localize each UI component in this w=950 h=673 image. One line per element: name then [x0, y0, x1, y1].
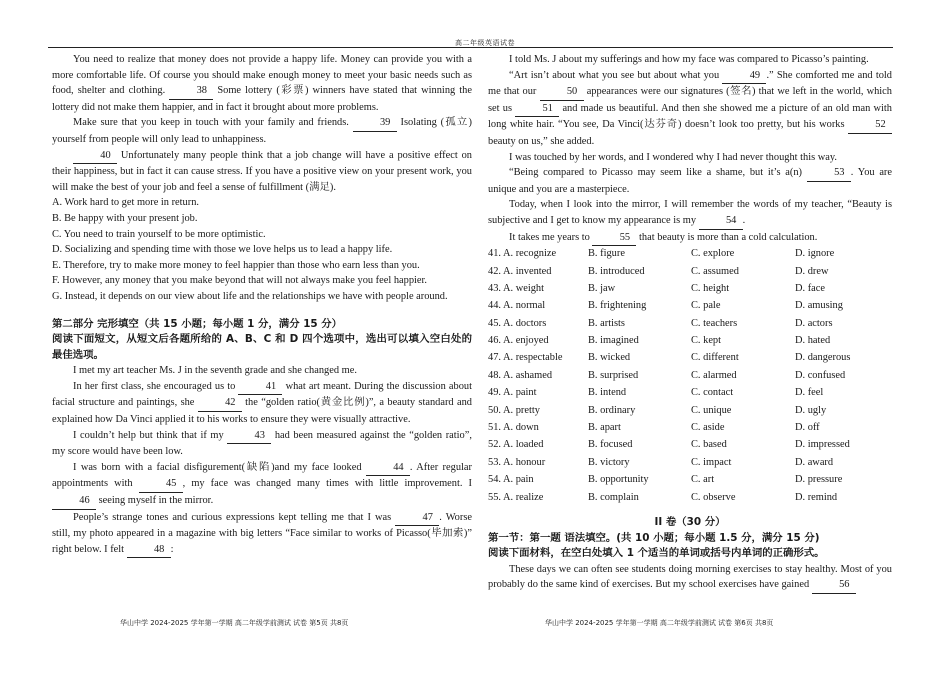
paragraph-text: that beauty is more than a cold calculation.: [639, 231, 818, 243]
choice-option-a: 41. A. recognize: [488, 248, 557, 260]
choice-row: [488, 455, 892, 472]
blank-52: 52: [848, 117, 892, 134]
choice-row: [488, 368, 892, 385]
choice-option-c: C. pale: [691, 300, 721, 312]
cloze-paragraph-9: [488, 165, 892, 197]
paragraph-text: seeing myself in the mirror.: [98, 495, 214, 507]
section-title-grammar: 第一节：第一题 语法填空。(共 10 小题；每小题 1.5 分，满分 15 分): [488, 531, 820, 544]
section-title-cloze: 第二部分 完形填空（共 15 小题；每小题 1 分，满分 15 分）: [52, 317, 343, 330]
choice-option-b: B. complain: [588, 491, 639, 503]
choice-option-b: B. wicked: [588, 352, 631, 364]
blank-50: 50: [540, 84, 584, 101]
choice-option-a: 50. A. pretty: [488, 404, 540, 416]
choice-option-d: D. ignore: [795, 248, 835, 260]
choice-option-c: C. based: [691, 439, 727, 451]
paragraph-text: In her first class, she encouraged us to: [73, 380, 236, 392]
choice-row: [488, 264, 892, 281]
paragraph-text: You need to realize that money does not provide a happy life. Money can provide you with a more comfortable life. Of course you should make enough money to meet your basic needs such as food, shelter and clothing.: [52, 54, 472, 97]
blank-54: 54: [699, 213, 743, 230]
choice-option-d: D. face: [795, 282, 825, 294]
page-footer-left: 华山中学 2024-2025 学年第一学期 高二年级学前测试 试卷 第5页 共8页: [120, 619, 349, 627]
choice-row: [488, 385, 892, 402]
part2-title: II 卷（30 分）: [654, 515, 726, 528]
choice-option-c: C. contact: [691, 387, 734, 399]
choice-row: [488, 437, 892, 454]
section-instructions-grammar: 阅读下面材料，在空白处填入 1 个适当的单词或括号内单词的正确形式。: [488, 547, 825, 560]
cloze-paragraph-6: I told Ms. J about my sufferings and how my face was compared to Picasso’s painting.: [509, 54, 869, 65]
choice-option-d: D. off: [795, 422, 820, 434]
choice-option-c: C. aside: [691, 422, 725, 434]
choice-option-a: 45. A. doctors: [488, 317, 547, 329]
choice-option-c: C. different: [691, 352, 739, 364]
choice-option-a: 42. A. invented: [488, 265, 552, 277]
blank-48: 48: [127, 542, 171, 559]
choice-option-a: 54. A. pain: [488, 474, 534, 486]
option-b: B. Be happy with your present job.: [52, 212, 198, 224]
choice-option-c: C. alarmed: [691, 369, 737, 381]
cloze-paragraph-2: [52, 379, 472, 428]
page-footer-right: 华山中学 2024-2025 学年第一学期 高二年级学前测试 试卷 第6页 共8页: [545, 619, 774, 627]
choice-option-a: 44. A. normal: [488, 300, 546, 312]
blank-40: 40: [73, 148, 117, 165]
choice-row: [488, 316, 892, 333]
blank-46: 46: [52, 493, 96, 510]
cloze-paragraph-5: [52, 510, 472, 559]
choice-option-b: B. victory: [588, 456, 630, 468]
blank-44: 44: [366, 460, 410, 477]
paragraph-text: “Being compared to Picasso may seem like a shame, but it’s a(n): [509, 167, 803, 179]
choice-row: [488, 490, 892, 507]
paragraph-text: These days we can often see students doing morning exercises to stay healthy. Most of you probably do the same kind of exercises. But my school exercises have gained: [488, 563, 892, 591]
option-g: G. Instead, it depends on our view about life and the relationships we have with people around.: [52, 290, 448, 302]
choice-option-d: D. drew: [795, 265, 829, 277]
blank-51: 51: [515, 101, 559, 118]
blank-49: 49: [722, 68, 766, 85]
choice-option-c: C. unique: [691, 404, 732, 416]
cloze-paragraph-8: I was touched by her words, and I wondered why I had never thought this way.: [509, 151, 837, 163]
choice-option-b: B. focused: [588, 439, 633, 451]
paragraph-text: People’s strange tones and curious expressions kept telling me that I was: [73, 511, 392, 523]
choice-option-d: D. remind: [795, 491, 838, 503]
choice-option-b: B. apart: [588, 422, 621, 434]
choice-option-d: D. impressed: [795, 439, 850, 451]
paragraph-text: It takes me years to: [509, 231, 590, 243]
choice-option-c: C. teachers: [691, 317, 738, 329]
choice-row: [488, 333, 892, 350]
choice-option-b: B. ordinary: [588, 404, 636, 416]
blank-43: 43: [227, 428, 271, 445]
header-rule: [48, 47, 893, 48]
choice-option-b: B. opportunity: [588, 474, 649, 486]
paragraph-family: [52, 115, 472, 147]
choice-option-b: B. artists: [588, 317, 625, 329]
page-header: 高二年级英语试卷: [455, 39, 515, 47]
option-c: C. You need to train yourself to be more optimistic.: [52, 228, 266, 240]
paragraph-text: appearances were our signatures (签名) that we left in the world, which set us: [488, 86, 892, 114]
blank-42: 42: [198, 395, 242, 412]
blank-39: 39: [353, 115, 397, 132]
paragraph-text: .” She comforted me and told me that our: [488, 69, 892, 98]
left-column: [52, 52, 472, 558]
choice-option-b: B. surprised: [588, 369, 639, 381]
paragraph-text: .: [742, 214, 746, 226]
paragraph-text: , my face was changed many times with little improvement. I: [182, 478, 472, 490]
choice-option-d: D. feel: [795, 387, 824, 399]
choice-option-a: 47. A. respectable: [488, 352, 563, 364]
choice-option-a: 43. A. weight: [488, 282, 544, 294]
paragraph-text: the “golden ratio(黄金比例)”, a beauty standard and explained how Da Vinci applied it to his works to ensure they were visually attractive.: [52, 397, 472, 426]
choice-row: [488, 281, 892, 298]
cloze-paragraph-4: [52, 460, 472, 510]
choice-row: [488, 420, 892, 437]
choice-option-a: 51. A. down: [488, 422, 539, 434]
paragraph-money: [52, 52, 472, 115]
paragraph-text: Isolating (孤立) yourself from people will only lead to unhappiness.: [52, 117, 472, 145]
blank-45: 45: [139, 476, 183, 493]
choice-option-c: C. observe: [691, 491, 736, 503]
option-a: A. Work hard to get more in return.: [52, 197, 200, 209]
paragraph-text: what art meant. During the discussion about facial structure and paintings, she: [52, 380, 472, 409]
paragraph-text: had been measured against the “golden ratio”, my score would have been low.: [52, 429, 472, 458]
paragraph-text: Unfortunately many people think that a job change will have a positive effect on their happiness, but in fact it can cause stress. If you have a positive view on your present work, you will make the best of your job and feel a sense of fulfillment (满足).: [52, 149, 472, 193]
paragraph-text: :: [170, 543, 174, 555]
choice-option-a: 49. A. paint: [488, 387, 537, 399]
cloze-paragraph-10: [488, 197, 892, 229]
choice-option-c: C. kept: [691, 335, 722, 347]
paragraph-text: . After regular appointments with: [52, 461, 472, 490]
cloze-paragraph-7: [488, 68, 892, 150]
option-e: E. Therefore, try to make more money to feel happier than those who earn less than you.: [52, 259, 420, 271]
paragraph-text: “Art isn’t about what you see but about what you: [509, 69, 720, 81]
choice-row: [488, 298, 892, 315]
paragraph-text: and made us beautiful. And then she showed me a picture of an old man with long white hair. “You see, Da Vinci(达芬奇) doesn’t look too pretty, but his works: [488, 102, 892, 131]
paragraph-text: Make sure that you keep in touch with your family and friends.: [73, 117, 349, 129]
paragraph-text: I couldn’t help but think that if my: [73, 429, 224, 441]
paragraph-text: beauty on us,” she added.: [488, 135, 595, 147]
choice-option-b: B. imagined: [588, 335, 639, 347]
choice-row: [488, 246, 892, 263]
paragraph-text: . You are unique and you are a masterpiece.: [488, 167, 893, 195]
option-d: D. Socializing and spending time with those we love helps us to lead a happy life.: [52, 244, 393, 256]
choice-option-b: B. jaw: [588, 282, 616, 294]
paragraph-text: . Worse still, my photo appeared in a magazine with big letters “Face similar to works of Picasso(毕加索)” right below. I felt: [52, 511, 472, 555]
right-column: [488, 52, 892, 594]
choice-option-a: 55. A. realize: [488, 491, 544, 503]
choice-option-d: D. ugly: [795, 404, 827, 416]
choice-option-a: 53. A. honour: [488, 456, 546, 468]
choice-option-c: C. explore: [691, 248, 735, 260]
blank-41: 41: [238, 379, 282, 396]
choice-option-b: B. introduced: [588, 265, 645, 277]
choice-row: [488, 472, 892, 489]
choice-option-d: D. confused: [795, 369, 846, 381]
section-instructions-cloze: 阅读下面短文，从短文后各题所给的 A、B、C 和 D 四个选项中，选出可以填入空白处的最佳选项。: [52, 333, 472, 361]
grammar-paragraph-1: [488, 562, 892, 594]
choice-option-d: D. actors: [795, 317, 833, 329]
cloze-paragraph-11: [488, 230, 892, 247]
choice-option-d: D. award: [795, 456, 834, 468]
choice-option-b: B. frightening: [588, 300, 647, 312]
blank-47: 47: [395, 510, 439, 527]
choice-option-d: D. dangerous: [795, 352, 851, 364]
choice-option-d: D. pressure: [795, 474, 843, 486]
choice-option-b: B. intend: [588, 387, 627, 399]
option-f: F. However, any money that you make beyond that will not always make you feel happier.: [52, 275, 428, 287]
paragraph-job: [52, 148, 472, 196]
blank-55: 55: [592, 230, 636, 247]
choice-option-c: C. height: [691, 282, 730, 294]
choice-option-a: 46. A. enjoyed: [488, 335, 549, 347]
blank-38: 38: [169, 83, 213, 100]
choice-option-c: C. impact: [691, 456, 732, 468]
choice-option-c: C. assumed: [691, 265, 739, 277]
choice-option-a: 48. A. ashamed: [488, 369, 553, 381]
choice-option-d: D. hated: [795, 335, 831, 347]
cloze-paragraph-1: I met my art teacher Ms. J in the seventh grade and she changed me.: [73, 365, 357, 377]
choice-option-d: D. amusing: [795, 300, 843, 312]
paragraph-text: Some lottery (彩票) winners have stated that winning the lottery did not make them happier, and in fact it brought about more problems.: [52, 85, 472, 113]
blank-53: 53: [807, 165, 851, 182]
choice-row: [488, 350, 892, 367]
choice-row: [488, 403, 892, 420]
cloze-paragraph-3: [52, 428, 472, 460]
paragraph-text: Today, when I look into the mirror, I will remember the words of my teacher, “Beauty is subjective and I get to know my appearance is my: [488, 199, 892, 226]
choice-option-c: C. art: [691, 474, 715, 486]
paragraph-text: I was born with a facial disfigurement(缺陷)and my face looked: [73, 461, 362, 473]
choice-option-b: B. figure: [588, 248, 625, 260]
choice-option-a: 52. A. loaded: [488, 439, 544, 451]
choices-table: [488, 246, 892, 507]
blank-56: 56: [812, 577, 856, 594]
